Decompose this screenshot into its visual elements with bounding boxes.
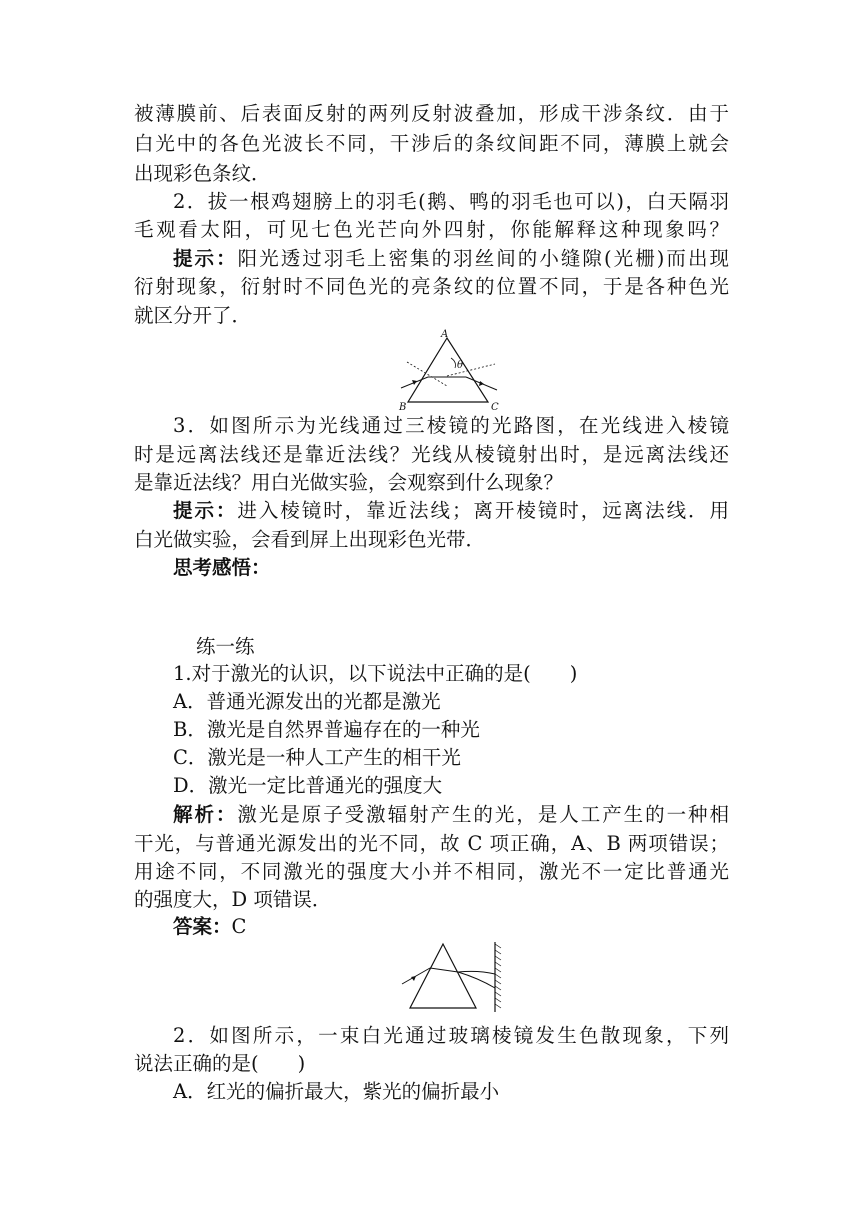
intro-line-3: 出现彩色条纹． [134,162,271,185]
practice-q1-option-c: C．激光是一种人工产生的相干光 [173,746,461,769]
prism-triangle [408,338,488,402]
practice-q2-option-a: A．红光的偏折最大，紫光的偏折最小 [173,1080,500,1103]
vertex-label-c: C [491,402,499,413]
normal-line-right [447,364,495,376]
analysis-line-4: 的强度大，D 项错误． [134,888,332,911]
q2-hint-line-1: 阳光透过羽毛上密集的羽丝间的小缝隙(光栅)而出现 [237,247,729,270]
practice-q2-line-2: 说法正确的是( ) [134,1052,306,1075]
q3-line-2: 时是远离法线还是靠近法线？光线从棱镜射出时，是远离法线还 [134,443,729,466]
vertex-label-a: A [441,329,449,340]
dispersed-ray-lower [458,972,495,988]
arrow-icon [479,381,484,386]
dispersion-figure [400,940,505,1015]
practice-q1-option-b: B．激光是自然界普遍存在的一种光 [173,718,480,741]
intro-line-2: 白光中的各色光波长不同，干涉后的条纹间距不同，薄膜上就会 [134,132,729,155]
angle-arc [451,358,456,368]
analysis-line-3: 用途不同，不同激光的强度大小并不相同，激光不一定比普通光 [134,860,729,883]
reflection-label: 思考感悟： [173,556,271,579]
answer-label: 答案： [173,915,232,938]
practice-q1-option-a: A．普通光源发出的光都是激光 [173,690,441,713]
q3-hint-line-2: 白光做实验，会看到屏上出现彩色光带． [134,528,486,551]
vertex-label-b: B [399,402,407,413]
screen-hatching [495,944,501,1008]
q3-line-1: 3．如图所示为光线通过三棱镜的光路图，在光线进入棱镜 [173,414,729,437]
q2-hint-line-2: 衍射现象，衍射时不同色光的亮条纹的位置不同，于是各种色光 [134,275,729,298]
q2-hint [173,245,729,273]
q3-hint [173,497,729,525]
q2-line-2: 毛观看太阳，可见七色光芒向外四射，你能解释这种现象吗？ [134,218,729,241]
angle-label-theta: θ [457,360,464,371]
q2-line-1: 2．拔一根鸡翅膀上的羽毛(鹅、鸭的羽毛也可以)，白天隔羽 [173,190,729,213]
q3-hint-label: 提示： [173,499,238,522]
q3-line-3: 是靠近法线？用白光做实验，会观察到什么现象？ [134,471,564,494]
q2-hint-line-3: 就区分开了． [134,304,252,327]
practice-q1-option-d: D．激光一定比普通光的强度大 [173,774,443,797]
prism-figure [395,328,505,413]
practice-q1-answer [173,913,246,941]
inner-ray [430,968,458,972]
intro-line-1: 被薄膜前、后表面反射的两列反射波叠加，形成干涉条纹．由于 [134,102,729,125]
analysis-line-2: 干光，与普通光源发出的光不同，故 C 项正确，A、B 两项错误； [134,832,729,855]
analysis-line-1: 激光是原子受激辐射产生的光，是人工产生的一种相 [237,803,729,826]
practice-q1-analysis [173,801,729,829]
q2-hint-label: 提示： [173,247,238,270]
practice-heading: 练一练 [196,635,255,658]
practice-q2-line-1: 2．如图所示，一束白光通过玻璃棱镜发生色散现象，下列 [173,1024,729,1047]
prism-triangle [410,944,476,1008]
q3-hint-line-1: 进入棱镜时，靠近法线；离开棱镜时，远离法线．用 [237,499,729,522]
analysis-label: 解析： [173,803,238,826]
arrow-icon [412,380,417,385]
practice-q1-stem: 1.对于激光的认识，以下说法中正确的是( ) [173,662,578,685]
answer-value: C [231,915,247,938]
